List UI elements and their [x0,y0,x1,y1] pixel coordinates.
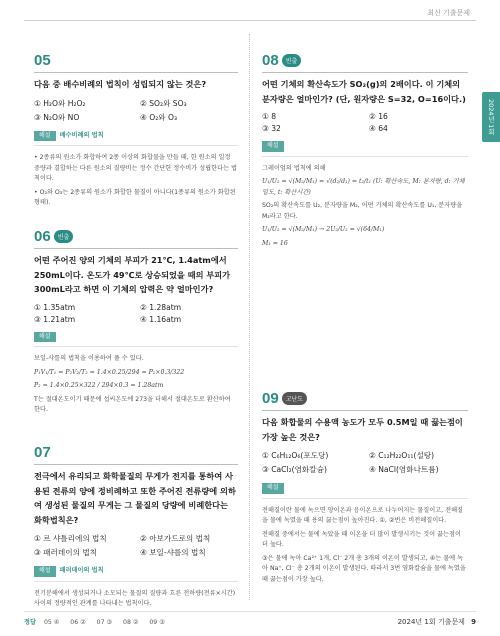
answer-label: 정답 [24,619,36,626]
solution-tag: 해설 [262,483,284,494]
question-text: 전극에서 유리되고 화학물질의 무게가 전지를 통하여 사용된 전류의 양에 정비례하고 또한 주어진 전류량에 의하여 생성된 물질의 무게는 그 물질의 당량에 비례한다는 화학법칙은? [34,471,236,525]
question-rule [262,72,468,73]
solution [34,131,238,209]
footer-divider [24,611,476,612]
question-number: 06 [34,228,51,245]
question-rule [34,248,238,249]
question-text: 다음 중 배수비례의 법칙이 성립되지 않는 것은? [34,79,207,89]
choice-1[interactable]: ① 8 [262,112,277,121]
answer-item: 05 ④ [43,619,60,626]
solution-heading: 패러데이의 법칙 [59,567,104,574]
solution [34,332,238,416]
question-number: 09 [262,390,279,407]
solution [262,141,468,249]
solution-line: 그레이엄의 법칙에 의해 [262,164,326,172]
choice-4[interactable]: ④ 64 [369,124,388,133]
hard-badge: 고난도 [282,392,307,405]
solution-line: 전기분해에서 생성되거나 소모되는 물질의 질량과 흐른 전하량(전류×시간) 사이의 정량적인 관계를 나타내는 법칙이다. [34,589,236,607]
choices [34,303,238,324]
choice-4[interactable]: ④ 보일-샤를의 법칙 [140,548,206,557]
solution-heading: 배수비례의 법칙 [59,131,104,139]
page-number: 9 [471,618,476,626]
answer-key [24,617,174,626]
solution-tag: 해설 [34,131,56,142]
choice-4[interactable]: ④ O₂와 O₃ [140,112,178,122]
question-number: 07 [34,444,51,461]
choice-2[interactable]: ② 아보가드로의 법칙 [140,534,211,543]
answer-item: 08 ② [123,619,139,626]
answer-item: 06 ② [70,619,86,626]
question-rule [262,410,468,411]
answer-item: 09 ③ [149,619,165,626]
question-08 [262,50,468,249]
solution [34,566,238,610]
solution-line: • 2종류의 원소가 화합하여 2종 이상의 화합물을 만들 때, 한 원소의 일정 중량과 결합하는 다른 원소의 질량비는 정수 간단한 정수비가 성립한다는 법칙이다. [34,154,237,182]
formula: U₁/U₂ = √(M₂/M₁) = √(d₂/d₁) = t₂/t₁ (U: 확산속도, M: 분자량, d: 기체밀도, t: 확산시간) [262,178,465,196]
question-number: 08 [262,52,279,69]
solution-line: T는 절대온도이기 때문에 섭씨온도에 273을 더해서 절대온도로 환산하여 한다. [34,395,231,413]
frequent-badge: 빈출 [54,230,74,243]
choice-4[interactable]: ④ 1.16atm [140,314,182,324]
question-number: 05 [34,52,51,69]
question-text: 어떤 기체의 확산속도가 SO₂(g)의 2배이다. 이 기체의 분자량은 얼마인가? (단, 원자량은 S=32, O=16이다.) [262,79,466,104]
side-tab: 2024년 1회 [482,92,500,142]
solution-line: • O₂와 O₃는 2종류의 원소가 화합한 물질이 아니다(1종류의 원소가 화합된 형태). [34,188,236,206]
choices [34,98,238,123]
solution-tag: 해설 [34,332,56,343]
solution-tag: 해설 [34,566,56,577]
solution [262,483,468,585]
choice-3[interactable]: ③ CaCl₂(염화칼슘) [262,465,327,474]
solution-line: SO₂의 확산속도를 U₂, 분자량을 M₂, 어떤 기체의 확산속도를 U₁, 분자량을 M₁라고 한다. [262,202,463,220]
choice-2[interactable]: ② C₁₂H₂₂O₁₁(설탕) [369,451,435,460]
solution-line: 전해질이란 물에 녹으면 양이온과 음이온으로 나누어지는 물질이고, 전해질을 물에 녹였을 때 용의 끓는점이 높아진다. ①, ②번은 비전해질이다. [262,506,464,524]
question-rule [34,464,238,465]
frequent-badge: 빈출 [282,54,302,67]
choice-3[interactable]: ③ N₂O와 NO [34,112,80,122]
column-divider [249,34,250,600]
choice-3[interactable]: ③ 32 [262,124,281,133]
question-06 [34,226,238,416]
choices [34,533,238,558]
formula: P₂ = 1.4×0.25×322 / 294×0.3 = 1.28atm [34,382,164,389]
solution-tag: 해설 [262,141,284,152]
question-05 [34,50,238,209]
question-09 [262,388,468,585]
solution-line: ③은 물에 녹아 Ca²⁺ 1개, Cl⁻ 2개 총 3개의 이온이 발생되고, ④는 물에 녹아 Na⁺, Cl⁻ 총 2개의 이온이 발생된다. 따라서 3번 염화칼슘을 물에 녹였을 때 끓는점이 가장 높다. [262,554,466,583]
solution-line: 보일-샤를의 법칙을 이용하여 풀 수 있다. [34,355,144,362]
header-title: 최신 기출문제 [427,9,470,17]
choice-3[interactable]: ③ 1.21atm [34,314,76,324]
question-07 [34,442,238,610]
choice-2[interactable]: ② SO₂와 SO₃ [140,98,187,108]
choices [262,112,468,133]
formula: M₁ = 16 [262,239,288,247]
choice-1[interactable]: ① H₂O와 H₂O₂ [34,98,86,108]
choice-1[interactable]: ① C₆H₁₂O₆(포도당) [262,451,329,460]
header-divider [24,20,476,21]
formula: P₁V₁/T₁ = P₂V₂/T₂ = 1.4×0.25/294 = P₂×0.3/322 [34,368,185,376]
question-text: 다음 화합물의 수용액 농도가 모두 0.5M일 때 끓는점이 가장 높은 것은? [262,417,463,442]
footer-title: 2024년 1회 기출문제 [397,618,465,626]
answer-item: 07 ③ [96,619,113,626]
choice-2[interactable]: ② 1.28atm [140,302,182,312]
choice-1[interactable]: ① 1.35atm [34,302,76,312]
formula: U₁/U₂ = √(M₂/M₁) → 2U₂/U₂ = √(64/M₁) [262,226,385,233]
question-rule [34,72,238,73]
choices [262,450,468,475]
choice-4[interactable]: ④ NaCl(염화나트륨) [369,465,439,474]
solution-line: 전해질 중에서는 물에 녹았을 때 이온을 더 많이 발생시키는 것이 끓는점이 더 높다. [262,530,461,548]
question-text: 어떤 주어진 양의 기체의 부피가 21℃, 1.4atm에서 250mL이다. 온도가 49℃로 상승되었을 때의 부피가 300mL라고 하면 이 기체의 압력은 약 얼마인가? [34,255,231,294]
choice-2[interactable]: ② 16 [369,112,388,121]
choice-3[interactable]: ③ 패러데이의 법칙 [34,548,97,557]
choice-1[interactable]: ① 르 샤틀리에의 법칙 [34,534,107,543]
footer-right [398,617,476,627]
